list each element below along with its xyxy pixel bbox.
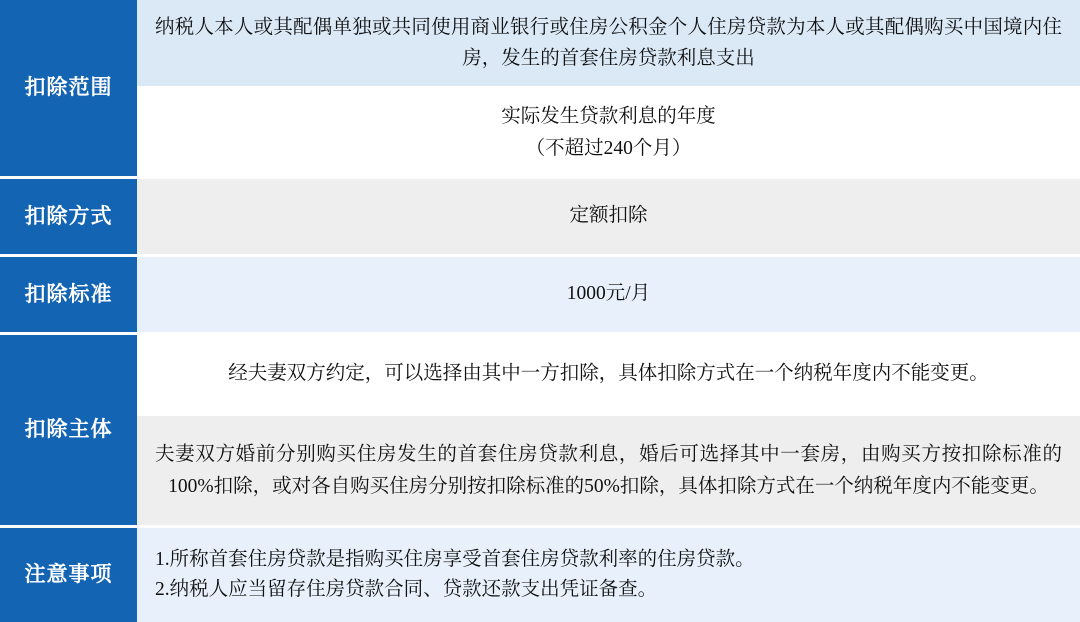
- row-content-notes: [137, 526, 1080, 622]
- scope-text-1: 纳税人本人或其配偶单独或共同使用商业银行或住房公积金个人住房贷款为本人或其配偶购买中国境内住房，发生的首套住房贷款利息支出: [137, 0, 1080, 88]
- row-content-subject: [137, 333, 1080, 526]
- scope-text-2-line-1: 实际发生贷款利息的年度: [501, 106, 716, 128]
- scope-text-2-cell: [137, 88, 1080, 176]
- subject-text-1: 经夫妻双方约定，可以选择由其中一方扣除，具体扣除方式在一个纳税年度内不能变更。: [137, 335, 1080, 415]
- row-label-notes: 注意事项: [0, 526, 137, 622]
- row-label-scope: 扣除范围: [0, 0, 137, 177]
- subject-text-2: 夫妻双方婚前分别购买住房发生的首套住房贷款利息，婚后可选择其中一套房，由购买方按扣除标准的100%扣除，或对各自购买住房分别按扣除标准的50%扣除，具体扣除方式在一个纳税年度内不能变更。: [137, 415, 1080, 525]
- scope-block-2: [137, 88, 1080, 176]
- row-label-method: 扣除方式: [0, 177, 137, 255]
- table-row: [0, 526, 1080, 622]
- row-label-subject: 扣除主体: [0, 333, 137, 526]
- table-row: [0, 177, 1080, 255]
- scope-block-group: [137, 0, 1080, 176]
- row-content-scope: [137, 0, 1080, 177]
- scope-block-1: [137, 0, 1080, 88]
- subject-block-1: [137, 335, 1080, 415]
- table-row: [0, 0, 1080, 177]
- subject-block-2: [137, 415, 1080, 525]
- scope-text-2-line-2: （不超过240个月）: [525, 137, 692, 159]
- subject-block-group: [137, 335, 1080, 525]
- table-row: [0, 255, 1080, 333]
- row-content-method: 定额扣除: [137, 177, 1080, 255]
- note-line-2: 2.纳税人应当留存住房贷款合同、贷款还款支出凭证备查。: [155, 579, 658, 600]
- table-row: [0, 333, 1080, 526]
- row-content-standard: 1000元/月: [137, 255, 1080, 333]
- row-label-standard: 扣除标准: [0, 255, 137, 333]
- note-line-1: 1.所称首套住房贷款是指购买住房享受首套住房贷款利率的住房贷款。: [155, 548, 755, 570]
